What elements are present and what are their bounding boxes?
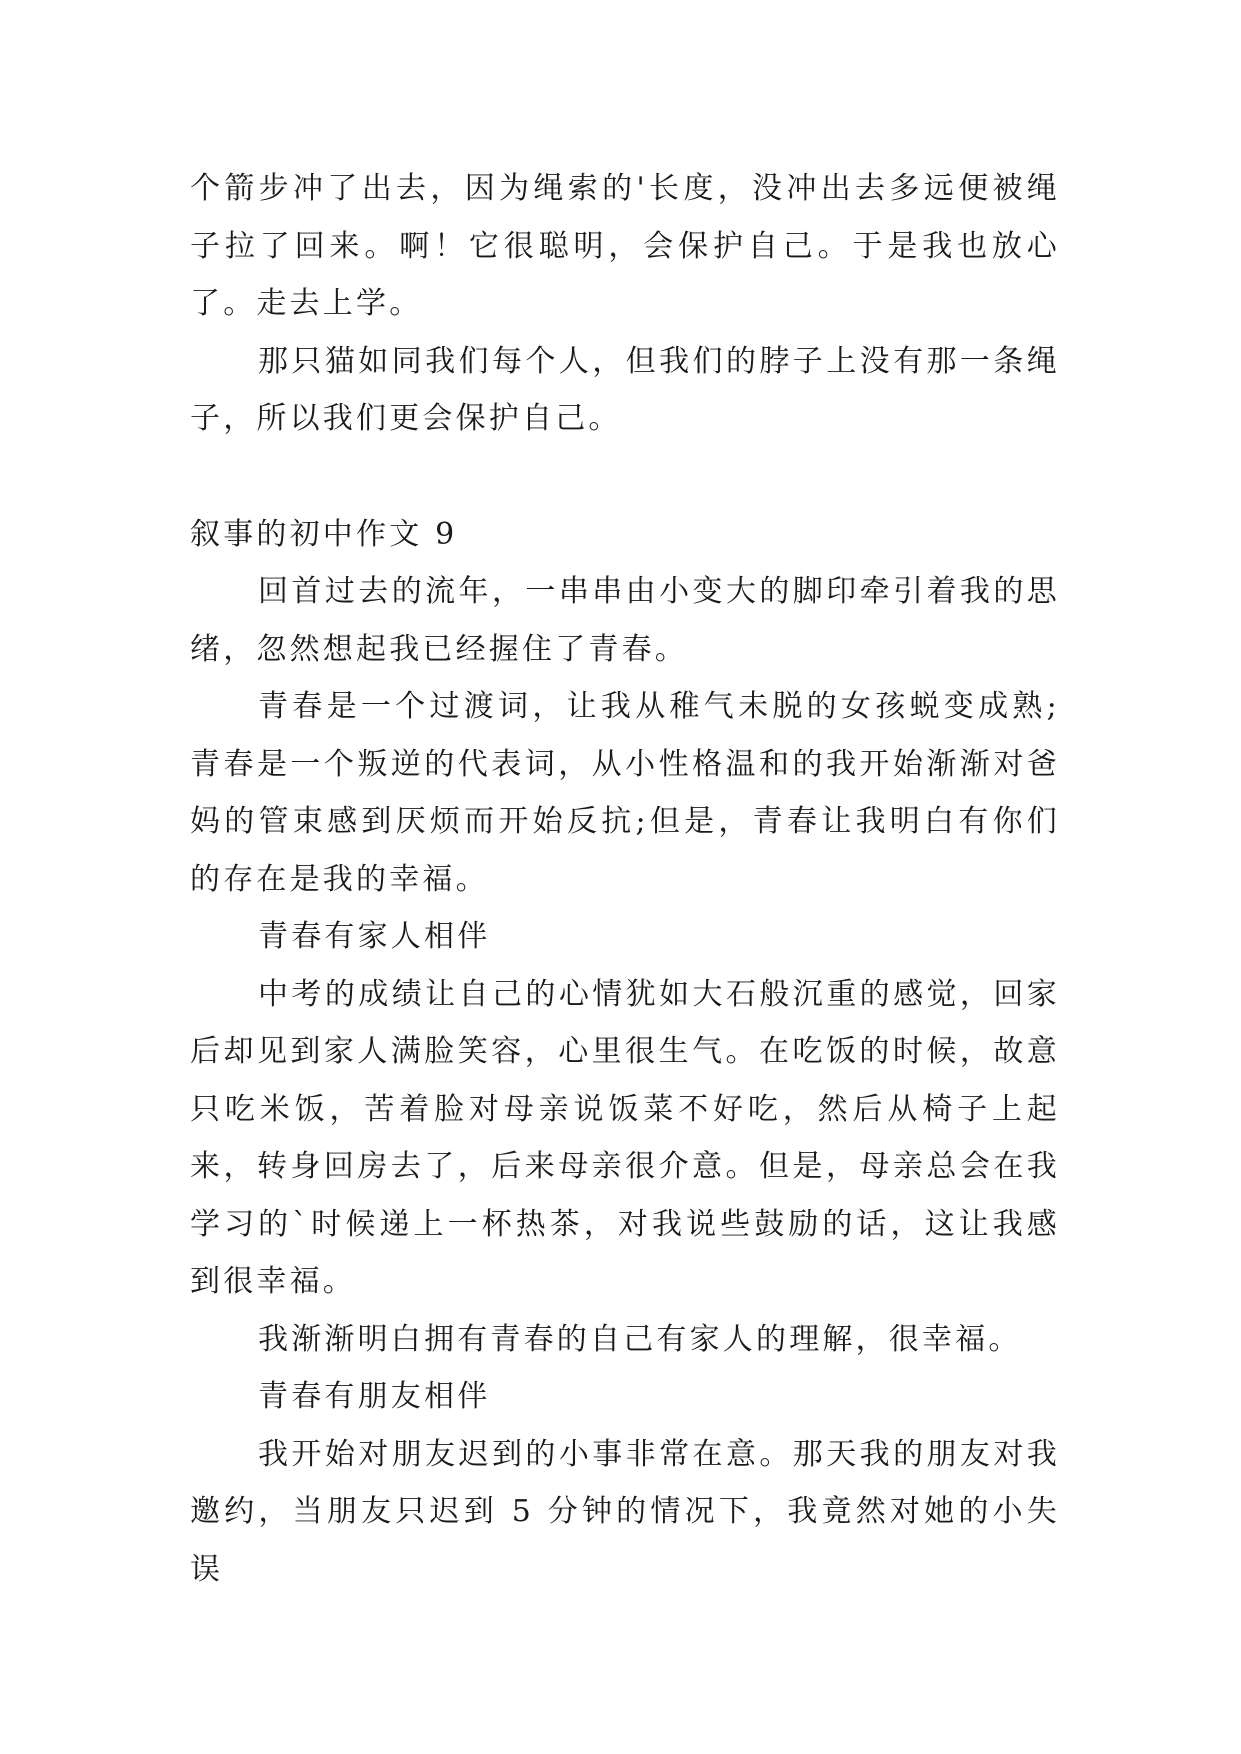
paragraph-continuation: 个箭步冲了出去，因为绳索的'长度，没冲出去多远便被绳子拉了回来。啊！它很聪明，会保护自己。于是我也放心了。走去上学。	[190, 171, 1060, 321]
paragraph-cat-conclusion: 那只猫如同我们每个人，但我们的脖子上没有那一条绳子，所以我们更会保护自己。	[190, 343, 1060, 436]
paragraph-youth-definition: 青春是一个过渡词，让我从稚气未脱的女孩蜕变成熟;青春是一个叛逆的代表词，从小性格温和的我开始渐渐对爸妈的管束感到厌烦而开始反抗;但是，青春让我明白有你们的存在是我的幸福。	[190, 689, 1060, 897]
paragraph-family-story: 中考的成绩让自己的心情犹如大石般沉重的感觉，回家后却见到家人满脸笑容，心里很生气。在吃饭的时候，故意只吃米饭，苦着脸对母亲说饭菜不好吃，然后从椅子上起来，转身回房去了，后来母亲很介意。但是，母亲总会在我学习的`时候递上一杯热茶，对我说些鼓励的话，这让我感到很幸福。	[190, 976, 1060, 1299]
paragraph-friends-story: 我开始对朋友迟到的小事非常在意。那天我的朋友对我邀约，当朋友只迟到 5 分钟的情况下，我竟然对她的小失误	[190, 1436, 1060, 1587]
document-body	[190, 160, 1060, 1598]
subheading-friends: 青春有朋友相伴	[258, 1379, 491, 1414]
paragraph-family-conclusion: 我渐渐明白拥有青春的自己有家人的理解，很幸福。	[258, 1321, 1022, 1357]
paragraph-intro: 回首过去的流年，一串串由小变大的脚印牵引着我的思绪，忽然想起我已经握住了青春。	[190, 574, 1060, 667]
essay-heading: 叙事的初中作文 9	[190, 516, 458, 552]
subheading-family: 青春有家人相伴	[258, 919, 491, 954]
